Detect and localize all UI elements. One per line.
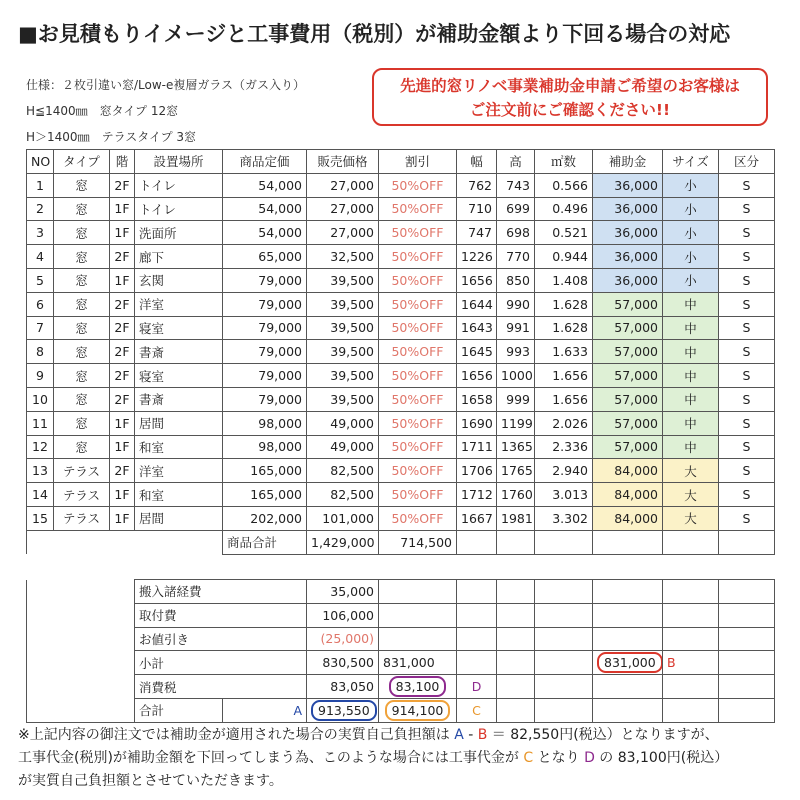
row-type: 窓	[54, 316, 110, 340]
product-total-label: 商品合計	[223, 530, 307, 554]
subsidy-total: 831,000	[597, 652, 663, 673]
row-floor: 2F	[110, 245, 135, 269]
row-type: 窓	[54, 197, 110, 221]
row-area: 3.013	[535, 483, 593, 507]
install-value: 106,000	[307, 603, 379, 627]
tax-value-rounded: 83,100	[389, 676, 447, 697]
subtotal-label: 小計	[135, 651, 307, 675]
row-location: 居間	[135, 411, 223, 435]
product-total-sale: 714,500	[379, 530, 457, 554]
row-width: 1712	[457, 483, 497, 507]
row-no: 7	[27, 316, 54, 340]
row-size: 大	[663, 506, 719, 530]
row-floor: 1F	[110, 411, 135, 435]
row-no: 9	[27, 364, 54, 388]
footnote-text: 工事代金(税別)が補助金額を下回ってしまう為、このような場合には工事代金が	[18, 750, 524, 766]
total-label: 合計	[135, 698, 223, 722]
row-no: 13	[27, 459, 54, 483]
row-no: 1	[27, 173, 54, 197]
row-type: 窓	[54, 387, 110, 411]
row-area: 3.302	[535, 506, 593, 530]
page-title: ■お見積もりイメージと工事費用（税別）が補助金額より下回る場合の対応	[18, 22, 731, 46]
row-class: S	[719, 435, 775, 459]
row-discount: 50%OFF	[379, 483, 457, 507]
row-list-price: 54,000	[223, 197, 307, 221]
header-sale-price: 販売価格	[307, 150, 379, 174]
row-sale-price: 82,500	[307, 483, 379, 507]
row-list-price: 79,000	[223, 340, 307, 364]
row-height: 1199	[497, 411, 535, 435]
row-class: S	[719, 245, 775, 269]
header-floor: 階	[110, 150, 135, 174]
install-row	[27, 603, 775, 627]
install-label: 取付費	[135, 603, 307, 627]
row-subsidy: 57,000	[593, 411, 663, 435]
row-floor: 1F	[110, 483, 135, 507]
misc-value: 35,000	[307, 580, 379, 604]
row-class: S	[719, 268, 775, 292]
row-location: 廊下	[135, 245, 223, 269]
misc-row	[27, 580, 775, 604]
row-floor: 2F	[110, 292, 135, 316]
row-subsidy: 36,000	[593, 197, 663, 221]
discount-label: お値引き	[135, 627, 307, 651]
subtotal-row	[27, 651, 775, 675]
row-size: 小	[663, 268, 719, 292]
header-no: NO	[27, 150, 54, 174]
row-list-price: 98,000	[223, 435, 307, 459]
row-floor: 1F	[110, 221, 135, 245]
row-discount: 50%OFF	[379, 459, 457, 483]
row-list-price: 79,000	[223, 292, 307, 316]
row-size: 中	[663, 340, 719, 364]
row-discount: 50%OFF	[379, 316, 457, 340]
row-no: 3	[27, 221, 54, 245]
row-width: 1656	[457, 364, 497, 388]
row-width: 710	[457, 197, 497, 221]
row-height: 699	[497, 197, 535, 221]
row-width: 1690	[457, 411, 497, 435]
row-height: 1765	[497, 459, 535, 483]
subsidy-notice-box	[372, 68, 768, 126]
row-class: S	[719, 411, 775, 435]
row-floor: 2F	[110, 364, 135, 388]
row-subsidy: 84,000	[593, 506, 663, 530]
header-height: 高	[497, 150, 535, 174]
row-list-price: 54,000	[223, 173, 307, 197]
tax-label: 消費税	[135, 675, 307, 699]
row-discount: 50%OFF	[379, 435, 457, 459]
row-location: 洋室	[135, 459, 223, 483]
row-discount: 50%OFF	[379, 364, 457, 388]
row-sale-price: 27,000	[307, 197, 379, 221]
row-location: 洋室	[135, 292, 223, 316]
table-row	[27, 387, 775, 411]
row-size: 中	[663, 292, 719, 316]
row-class: S	[719, 197, 775, 221]
row-floor: 1F	[110, 197, 135, 221]
row-type: テラス	[54, 506, 110, 530]
row-discount: 50%OFF	[379, 221, 457, 245]
row-height: 993	[497, 340, 535, 364]
spec-block	[26, 72, 305, 150]
marker-d: D	[471, 679, 482, 695]
row-discount: 50%OFF	[379, 245, 457, 269]
row-type: 窓	[54, 292, 110, 316]
total-row	[27, 698, 775, 722]
table-row	[27, 268, 775, 292]
row-subsidy: 57,000	[593, 364, 663, 388]
row-no: 5	[27, 268, 54, 292]
row-size: 小	[663, 221, 719, 245]
footnote-marker-c: C	[523, 750, 534, 766]
row-class: S	[719, 316, 775, 340]
discount-value: (25,000)	[307, 627, 379, 651]
row-location: 居間	[135, 506, 223, 530]
total-value: 913,550	[311, 700, 377, 721]
row-type: 窓	[54, 435, 110, 459]
row-location: 書斎	[135, 340, 223, 364]
row-subsidy: 57,000	[593, 387, 663, 411]
footnote-line-3: が実質自己負担額とさせていただきます。	[18, 773, 283, 789]
row-area: 0.521	[535, 221, 593, 245]
row-area: 0.566	[535, 173, 593, 197]
row-list-price: 79,000	[223, 268, 307, 292]
table-row	[27, 506, 775, 530]
row-location: 寝室	[135, 316, 223, 340]
row-location: 玄関	[135, 268, 223, 292]
row-subsidy: 57,000	[593, 316, 663, 340]
row-size: 中	[663, 316, 719, 340]
row-location: 和室	[135, 435, 223, 459]
header-size: サイズ	[663, 150, 719, 174]
row-subsidy: 36,000	[593, 268, 663, 292]
row-list-price: 165,000	[223, 483, 307, 507]
header-discount: 割引	[379, 150, 457, 174]
row-type: 窓	[54, 411, 110, 435]
footnote-text: ＝ 82,550円(税込）となりますが、	[487, 727, 719, 743]
row-height: 850	[497, 268, 535, 292]
row-discount: 50%OFF	[379, 292, 457, 316]
row-subsidy: 84,000	[593, 459, 663, 483]
row-list-price: 98,000	[223, 411, 307, 435]
row-size: 中	[663, 387, 719, 411]
table-row	[27, 459, 775, 483]
notice-line: ご注文前にご確認ください!!	[469, 101, 671, 119]
row-floor: 2F	[110, 316, 135, 340]
row-sale-price: 39,500	[307, 316, 379, 340]
table-row	[27, 245, 775, 269]
row-type: 窓	[54, 340, 110, 364]
marker-c: C	[472, 702, 481, 718]
row-no: 15	[27, 506, 54, 530]
row-floor: 2F	[110, 387, 135, 411]
row-location: トイレ	[135, 197, 223, 221]
notice-line: 先進的窓リノベ事業補助金申請ご希望のお客様は	[400, 77, 740, 95]
subtotal-value: 830,500	[307, 651, 379, 675]
row-height: 1760	[497, 483, 535, 507]
row-sale-price: 27,000	[307, 173, 379, 197]
row-discount: 50%OFF	[379, 340, 457, 364]
header-class: 区分	[719, 150, 775, 174]
row-list-price: 79,000	[223, 364, 307, 388]
row-area: 2.940	[535, 459, 593, 483]
row-class: S	[719, 506, 775, 530]
row-location: トイレ	[135, 173, 223, 197]
row-discount: 50%OFF	[379, 173, 457, 197]
footnote-text: ※上記内容の御注文では補助金が適用された場合の実質自己負担額は	[18, 727, 455, 743]
row-location: 和室	[135, 483, 223, 507]
marker-b: B	[667, 655, 676, 671]
marker-a: A	[293, 702, 303, 718]
footnote-line-2	[18, 747, 788, 770]
row-size: 小	[663, 245, 719, 269]
footnote-marker-d: D	[584, 750, 595, 766]
row-size: 中	[663, 411, 719, 435]
total-value-rounded: 914,100	[385, 700, 451, 721]
row-class: S	[719, 173, 775, 197]
row-area: 2.336	[535, 435, 593, 459]
spec-line: 仕様：２枚引違い窓/Low-e複層ガラス（ガス入り）	[26, 78, 306, 92]
row-discount: 50%OFF	[379, 411, 457, 435]
row-type: テラス	[54, 459, 110, 483]
row-sale-price: 39,500	[307, 292, 379, 316]
row-area: 1.656	[535, 364, 593, 388]
row-size: 中	[663, 364, 719, 388]
row-class: S	[719, 340, 775, 364]
footnote	[18, 724, 788, 793]
row-width: 762	[457, 173, 497, 197]
row-class: S	[719, 387, 775, 411]
header-location: 設置場所	[135, 150, 223, 174]
row-class: S	[719, 459, 775, 483]
row-sale-price: 39,500	[307, 364, 379, 388]
row-sale-price: 101,000	[307, 506, 379, 530]
row-list-price: 79,000	[223, 316, 307, 340]
row-width: 1667	[457, 506, 497, 530]
row-height: 990	[497, 292, 535, 316]
header-width: 幅	[457, 150, 497, 174]
row-subsidy: 36,000	[593, 245, 663, 269]
tax-row	[27, 675, 775, 699]
row-width: 1643	[457, 316, 497, 340]
table-row	[27, 364, 775, 388]
spec-line: H≦1400㎜ 窓タイプ 12窓	[26, 104, 179, 118]
footnote-line-1	[18, 724, 788, 747]
table-row	[27, 411, 775, 435]
table-row	[27, 483, 775, 507]
footnote-marker-b: B	[477, 727, 488, 743]
row-floor: 1F	[110, 506, 135, 530]
row-no: 11	[27, 411, 54, 435]
row-discount: 50%OFF	[379, 387, 457, 411]
row-class: S	[719, 292, 775, 316]
row-size: 小	[663, 197, 719, 221]
row-list-price: 202,000	[223, 506, 307, 530]
row-size: 小	[663, 173, 719, 197]
row-area: 2.026	[535, 411, 593, 435]
row-floor: 1F	[110, 268, 135, 292]
row-width: 1706	[457, 459, 497, 483]
row-width: 747	[457, 221, 497, 245]
table-row	[27, 173, 775, 197]
row-floor: 2F	[110, 340, 135, 364]
row-no: 6	[27, 292, 54, 316]
table-row	[27, 316, 775, 340]
row-area: 1.633	[535, 340, 593, 364]
row-type: 窓	[54, 268, 110, 292]
row-no: 12	[27, 435, 54, 459]
table-row	[27, 221, 775, 245]
row-sale-price: 82,500	[307, 459, 379, 483]
row-area: 1.408	[535, 268, 593, 292]
product-total-row	[27, 530, 775, 554]
row-area: 1.628	[535, 292, 593, 316]
row-sale-price: 39,500	[307, 268, 379, 292]
row-height: 1000	[497, 364, 535, 388]
row-type: 窓	[54, 173, 110, 197]
table-row	[27, 435, 775, 459]
summary-table	[26, 579, 775, 723]
row-sale-price: 32,500	[307, 245, 379, 269]
product-total-list: 1,429,000	[307, 530, 379, 554]
row-width: 1711	[457, 435, 497, 459]
footnote-marker-a: A	[454, 727, 464, 743]
header-subsidy: 補助金	[593, 150, 663, 174]
row-location: 洗面所	[135, 221, 223, 245]
row-sale-price: 39,500	[307, 340, 379, 364]
row-class: S	[719, 221, 775, 245]
row-subsidy: 57,000	[593, 292, 663, 316]
footnote-text: の 83,100円(税込）	[594, 750, 729, 766]
row-no: 8	[27, 340, 54, 364]
row-width: 1656	[457, 268, 497, 292]
header-area: ㎡数	[535, 150, 593, 174]
row-list-price: 165,000	[223, 459, 307, 483]
header-type: タイプ	[54, 150, 110, 174]
row-width: 1644	[457, 292, 497, 316]
row-floor: 2F	[110, 173, 135, 197]
spec-line: H＞1400㎜ テラスタイプ 3窓	[26, 130, 197, 144]
row-class: S	[719, 364, 775, 388]
table-row	[27, 197, 775, 221]
row-type: 窓	[54, 221, 110, 245]
row-subsidy: 36,000	[593, 221, 663, 245]
subtotal-value-rounded: 831,000	[379, 651, 457, 675]
row-subsidy: 36,000	[593, 173, 663, 197]
tax-value: 83,050	[307, 675, 379, 699]
row-subsidy: 84,000	[593, 483, 663, 507]
row-height: 698	[497, 221, 535, 245]
row-discount: 50%OFF	[379, 506, 457, 530]
estimate-table	[26, 149, 775, 555]
discount-row	[27, 627, 775, 651]
row-floor: 1F	[110, 435, 135, 459]
row-class: S	[719, 483, 775, 507]
row-sale-price: 27,000	[307, 221, 379, 245]
row-width: 1658	[457, 387, 497, 411]
row-height: 1365	[497, 435, 535, 459]
row-height: 770	[497, 245, 535, 269]
row-area: 0.496	[535, 197, 593, 221]
row-no: 4	[27, 245, 54, 269]
row-height: 743	[497, 173, 535, 197]
row-size: 大	[663, 459, 719, 483]
row-no: 10	[27, 387, 54, 411]
row-type: 窓	[54, 364, 110, 388]
footnote-text: となり	[533, 750, 585, 766]
row-discount: 50%OFF	[379, 268, 457, 292]
row-sale-price: 39,500	[307, 387, 379, 411]
row-sale-price: 49,000	[307, 435, 379, 459]
row-width: 1645	[457, 340, 497, 364]
row-height: 999	[497, 387, 535, 411]
misc-label: 搬入諸経費	[135, 580, 307, 604]
row-no: 2	[27, 197, 54, 221]
row-subsidy: 57,000	[593, 340, 663, 364]
header-list-price: 商品定価	[223, 150, 307, 174]
row-sale-price: 49,000	[307, 411, 379, 435]
row-height: 1981	[497, 506, 535, 530]
row-floor: 2F	[110, 459, 135, 483]
row-size: 中	[663, 435, 719, 459]
table-header-row	[27, 150, 775, 174]
row-type: テラス	[54, 483, 110, 507]
table-row	[27, 340, 775, 364]
row-list-price: 54,000	[223, 221, 307, 245]
row-list-price: 65,000	[223, 245, 307, 269]
row-location: 書斎	[135, 387, 223, 411]
row-area: 1.628	[535, 316, 593, 340]
row-area: 0.944	[535, 245, 593, 269]
row-size: 大	[663, 483, 719, 507]
row-no: 14	[27, 483, 54, 507]
row-location: 寝室	[135, 364, 223, 388]
row-width: 1226	[457, 245, 497, 269]
footnote-text: -	[463, 727, 478, 743]
row-subsidy: 57,000	[593, 435, 663, 459]
row-discount: 50%OFF	[379, 197, 457, 221]
table-row	[27, 292, 775, 316]
row-list-price: 79,000	[223, 387, 307, 411]
row-type: 窓	[54, 245, 110, 269]
row-area: 1.656	[535, 387, 593, 411]
row-height: 991	[497, 316, 535, 340]
